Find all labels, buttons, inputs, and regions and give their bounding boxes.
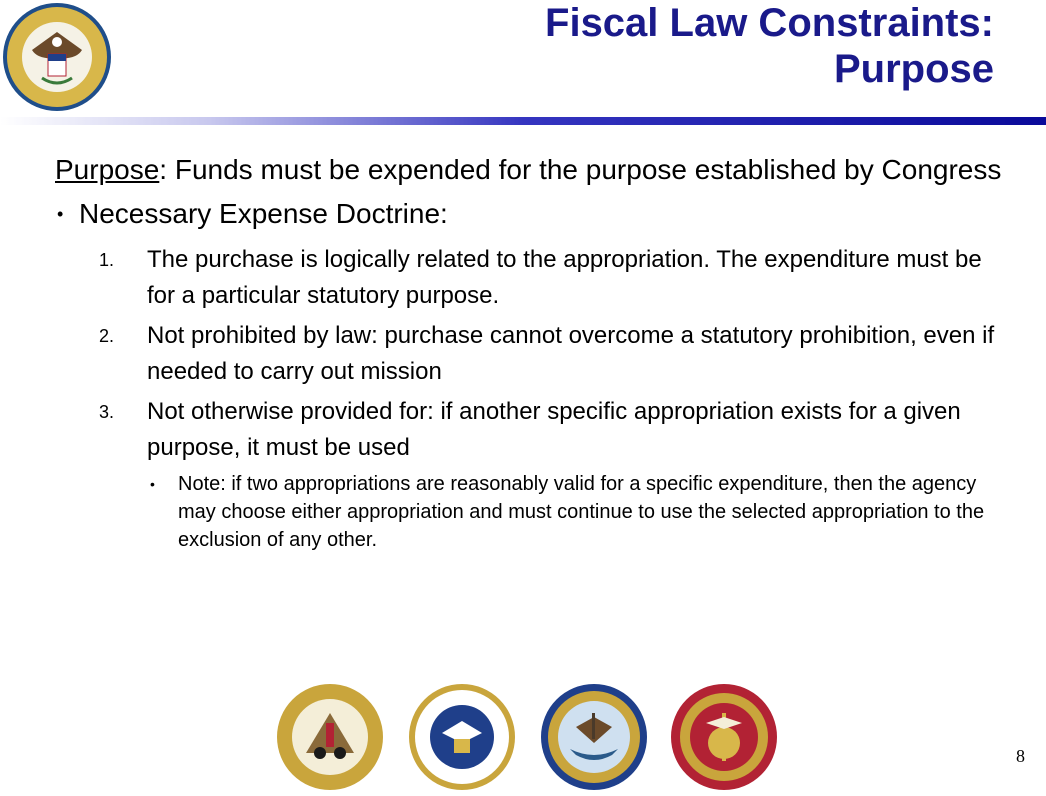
list-item [55,394,1015,466]
step-number: 2. [99,326,115,346]
steps-list [55,242,1015,466]
note-bullet: • Note: if two appropriations are reasonably valid for a specific expenditure, then the agency may choose either appropriation and must continue to use the selected appropriation to the exclusion of any other. [55,470,1015,554]
step-text: The purchase is logically related to the appropriation. The expenditure must be for a particular statutory purpose. [147,246,982,309]
list-item [55,318,1015,390]
lead-paragraph [55,150,1015,190]
step-number: 1. [99,250,115,270]
army-seal-logo [276,683,384,791]
list-item [55,242,1015,314]
air-force-seal-logo [408,683,516,791]
service-seals [276,683,776,788]
page-number: 8 [1016,746,1025,766]
slide-body [55,150,1015,554]
lead-text: : Funds must be expended for the purpose established by Congress [159,154,1002,185]
slide-title [545,0,994,92]
lead-label: Purpose [55,154,160,185]
slide-title-line2: Purpose [833,47,994,91]
slide-title-line1: Fiscal Law Constraints: [545,1,994,45]
step-text: Not prohibited by law: purchase cannot overcome a statutory prohibition, even if needed to carry out mission [147,322,995,385]
step-number: 3. [99,402,115,422]
step-text: Not otherwise provided for: if another specific appropriation exists for a given purpose, it must be used [147,398,961,461]
title-divider [0,117,1046,125]
bullet-necessary-expense: • Necessary Expense Doctrine: [55,196,1015,232]
navy-seal-logo [540,683,648,791]
marine-corps-seal-logo [670,683,778,791]
dod-seal-logo [2,2,112,112]
